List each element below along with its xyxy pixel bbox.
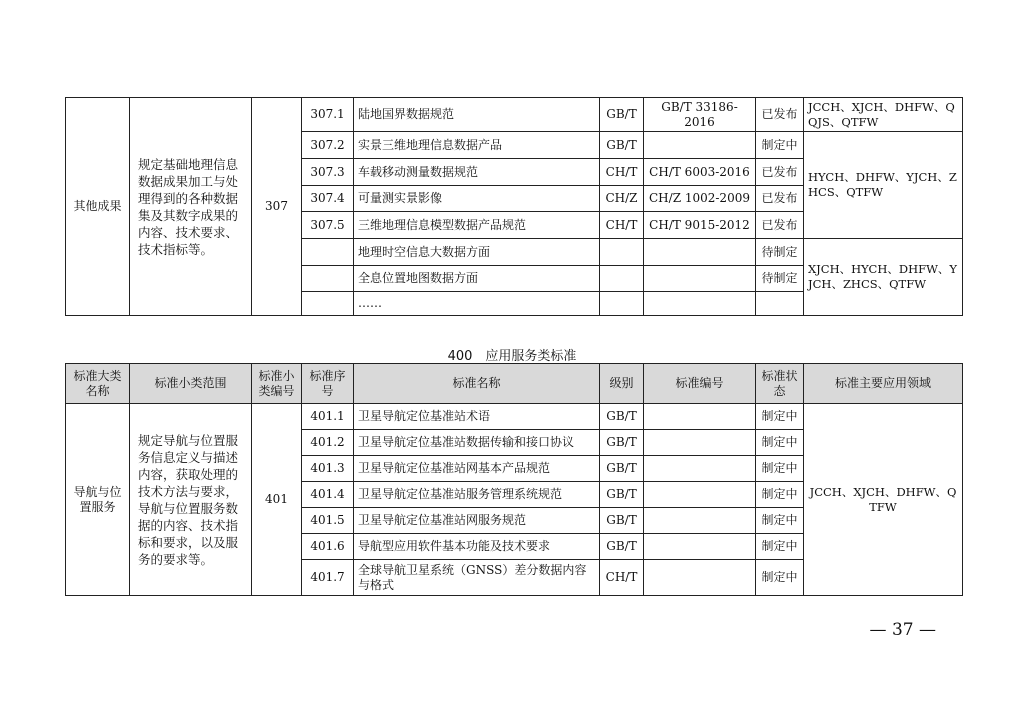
fields-cell: JCCH、XJCH、DHFW、QTFW [804,404,963,596]
status-cell: 制定中 [756,456,804,482]
name-cell: 实景三维地理信息数据产品 [354,132,600,159]
code-cell [644,239,756,266]
name-cell: 地理时空信息大数据方面 [354,239,600,266]
code-cell: CH/T 9015-2012 [644,212,756,239]
level-cell: GB/T [600,534,644,560]
seq-cell [302,266,354,292]
status-cell: 制定中 [756,560,804,596]
name-cell: 卫星导航定位基准站服务管理系统规范 [354,482,600,508]
status-cell: 制定中 [756,534,804,560]
level-cell: CH/T [600,212,644,239]
seq-cell: 401.6 [302,534,354,560]
level-cell: GB/T [600,404,644,430]
header-scope: 标准小类范围 [130,364,252,404]
level-cell: GB/T [600,430,644,456]
status-cell: 已发布 [756,159,804,186]
status-cell: 制定中 [756,430,804,456]
fields-cell: HYCH、DHFW、YJCH、ZHCS、QTFW [804,132,963,239]
page-number: — 37 — [869,620,936,640]
fields-cell: JCCH、XJCH、DHFW、QQJS、QTFW [804,98,963,132]
code-cell: GB/T 33186-2016 [644,98,756,132]
name-cell: 卫星导航定位基准站网基本产品规范 [354,456,600,482]
subclass-code-cell: 401 [252,404,302,596]
level-cell [600,266,644,292]
description-cell: 规定导航与位置服务信息定义与描述内容，获取处理的技术方法与要求，导航与位置服务数据的内容、技术指标和要求，以及服务的要求等。 [130,404,252,596]
seq-cell: 401.5 [302,508,354,534]
level-cell: GB/T [600,456,644,482]
status-cell: 待制定 [756,266,804,292]
code-cell [644,534,756,560]
status-cell: 已发布 [756,186,804,212]
header-category: 标准大类名称 [66,364,130,404]
table-header-row [66,364,963,404]
table-row [66,404,963,430]
code-cell [644,430,756,456]
header-fields: 标准主要应用领域 [804,364,963,404]
status-cell: 已发布 [756,212,804,239]
name-cell: 三维地理信息模型数据产品规范 [354,212,600,239]
seq-cell: 307.2 [302,132,354,159]
status-cell: 制定中 [756,508,804,534]
level-cell: CH/T [600,159,644,186]
seq-cell: 307.3 [302,159,354,186]
level-cell [600,239,644,266]
header-status: 标准状态 [756,364,804,404]
code-cell [644,560,756,596]
name-cell: 全球导航卫星系统（GNSS）差分数据内容与格式 [354,560,600,596]
level-cell: GB/T [600,132,644,159]
seq-cell: 307.1 [302,98,354,132]
code-cell [644,456,756,482]
seq-cell: 307.4 [302,186,354,212]
level-cell [600,292,644,316]
name-cell: 可量测实景影像 [354,186,600,212]
status-cell: 待制定 [756,239,804,266]
status-cell: 制定中 [756,404,804,430]
code-cell: CH/T 6003-2016 [644,159,756,186]
seq-cell: 307.5 [302,212,354,239]
code-cell [644,508,756,534]
status-cell [756,292,804,316]
level-cell: CH/T [600,560,644,596]
header-code: 标准编号 [644,364,756,404]
code-cell: CH/Z 1002-2009 [644,186,756,212]
seq-cell [302,292,354,316]
seq-cell: 401.1 [302,404,354,430]
name-cell: 导航型应用软件基本功能及技术要求 [354,534,600,560]
subclass-code-cell: 307 [252,98,302,316]
status-cell: 制定中 [756,132,804,159]
name-cell: 全息位置地图数据方面 [354,266,600,292]
seq-cell: 401.3 [302,456,354,482]
level-cell: GB/T [600,482,644,508]
level-cell: CH/Z [600,186,644,212]
fields-cell: XJCH、HYCH、DHFW、YJCH、ZHCS、QTFW [804,239,963,316]
seq-cell [302,239,354,266]
level-cell: GB/T [600,508,644,534]
category-cell: 导航与位置服务 [66,404,130,596]
table-other-results [65,97,963,316]
table-row [66,98,963,132]
header-name: 标准名称 [354,364,600,404]
code-cell [644,482,756,508]
name-cell: 陆地国界数据规范 [354,98,600,132]
name-cell: 卫星导航定位基准站术语 [354,404,600,430]
code-cell [644,292,756,316]
description-cell: 规定基础地理信息数据成果加工与处理得到的各种数据集及其数字成果的内容、技术要求、技术指标等。 [130,98,252,316]
level-cell: GB/T [600,98,644,132]
section-title: 400 应用服务类标准 [447,349,577,364]
category-cell: 其他成果 [66,98,130,316]
name-cell: 卫星导航定位基准站数据传输和接口协议 [354,430,600,456]
status-cell: 制定中 [756,482,804,508]
name-cell: …… [354,292,600,316]
code-cell [644,132,756,159]
name-cell: 卫星导航定位基准站网服务规范 [354,508,600,534]
name-cell: 车载移动测量数据规范 [354,159,600,186]
code-cell [644,266,756,292]
header-subclass-code: 标准小类编号 [252,364,302,404]
header-seq: 标准序号 [302,364,354,404]
header-level: 级别 [600,364,644,404]
seq-cell: 401.2 [302,430,354,456]
table-application-services [65,363,963,596]
seq-cell: 401.4 [302,482,354,508]
status-cell: 已发布 [756,98,804,132]
code-cell [644,404,756,430]
seq-cell: 401.7 [302,560,354,596]
